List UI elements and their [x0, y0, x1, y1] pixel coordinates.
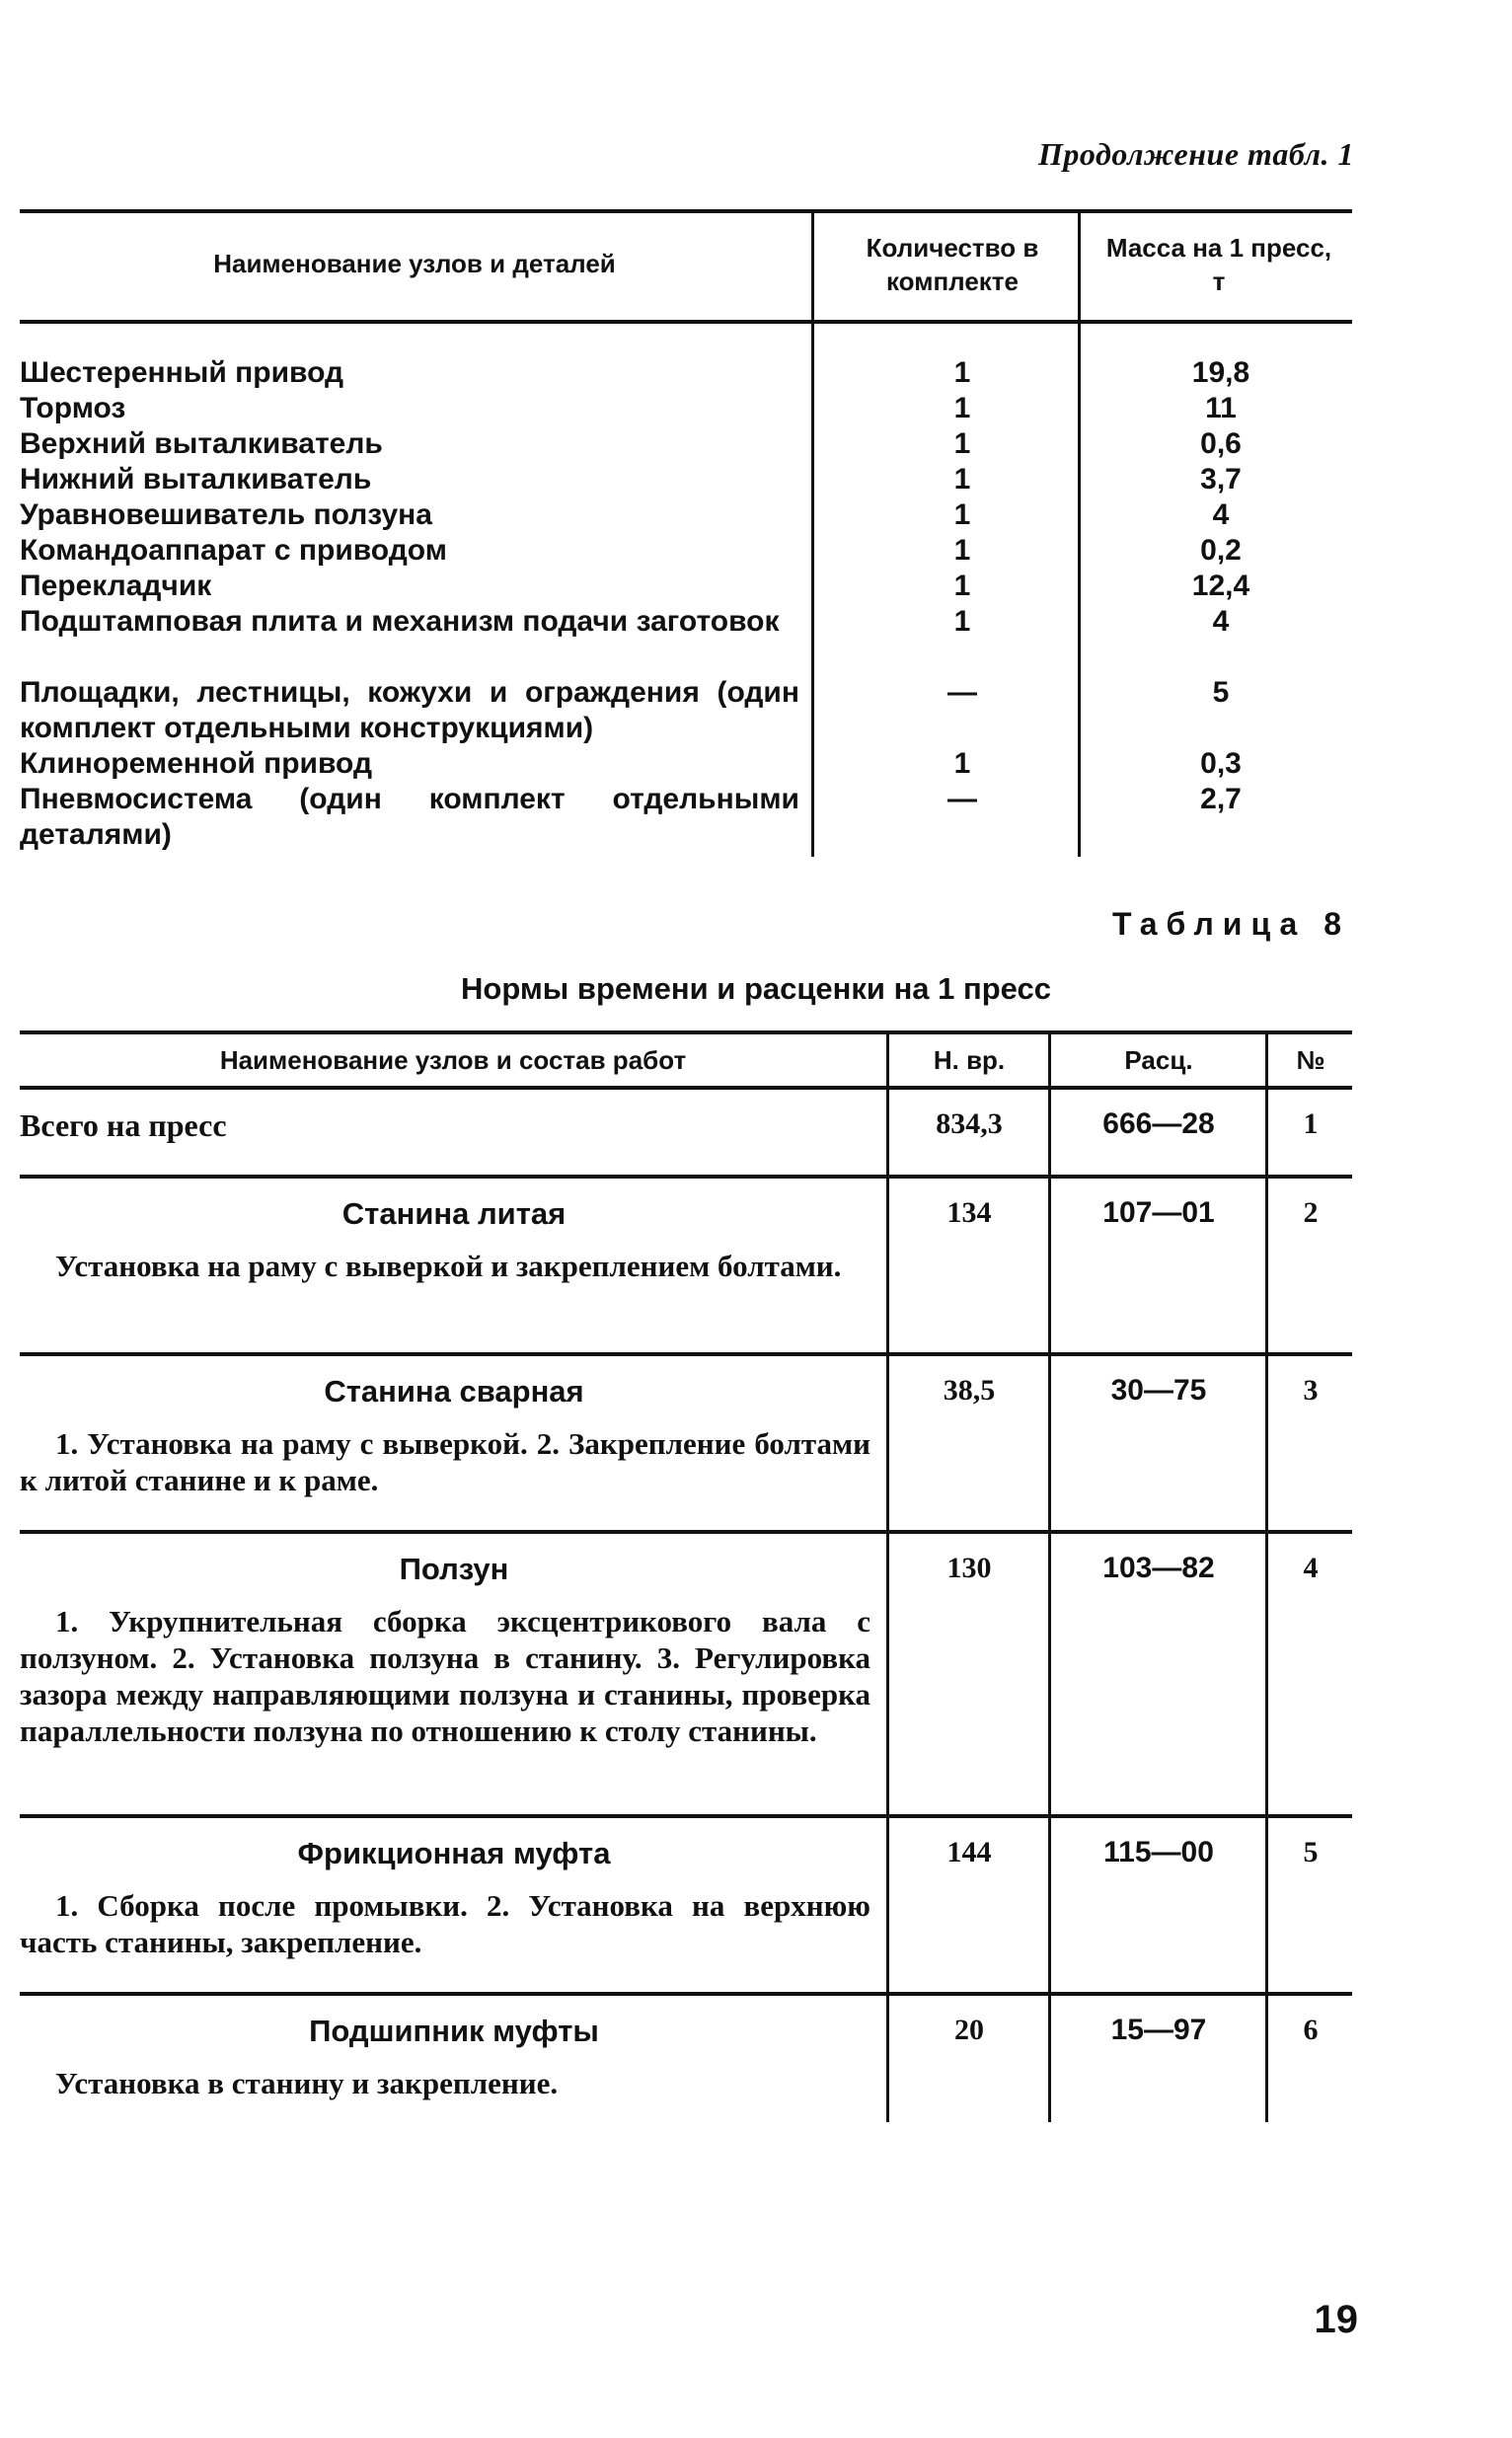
- part-qty: 1: [953, 463, 971, 495]
- rate: 115—00: [1103, 1836, 1214, 1868]
- header-mass: Масса на 1 пресс, т: [1105, 233, 1332, 296]
- header-time: Н. вр.: [933, 1045, 1006, 1075]
- page-number: 19: [1314, 2298, 1358, 2341]
- time-norm: 38,5: [943, 1374, 996, 1407]
- part-name: Клиноременной привод: [20, 747, 372, 780]
- table-8: [20, 1030, 1352, 2128]
- header-number: №: [1296, 1045, 1325, 1075]
- part-mass: 5: [1212, 676, 1230, 709]
- part-qty: 1: [953, 498, 971, 531]
- part-qty: —: [947, 676, 977, 709]
- part-name: Подштамповая плита и механизм подачи заготовок: [20, 605, 780, 638]
- part-mass: 0,6: [1200, 427, 1242, 460]
- table-rule: [20, 320, 1352, 324]
- part-name: Тормоз: [20, 392, 126, 424]
- header-rate: Расц.: [1124, 1045, 1193, 1075]
- total-label: Всего на пресс: [20, 1107, 227, 1143]
- table-rule: [20, 1030, 1352, 1034]
- rate: 103—82: [1102, 1552, 1215, 1584]
- time-norm: 144: [946, 1836, 992, 1868]
- table-8-title: Нормы времени и расценки на 1 пресс: [461, 971, 1051, 1006]
- section-title: Станина сварная: [324, 1374, 584, 1409]
- part-mass: 19,8: [1191, 356, 1250, 389]
- row-number: 4: [1303, 1552, 1319, 1584]
- column-divider: [1048, 1030, 1051, 2122]
- row-number: 5: [1303, 1836, 1319, 1868]
- table-rule: [20, 1086, 1352, 1090]
- part-mass: 4: [1212, 498, 1230, 531]
- part-name: Пневмосистема (один комплект отдельными деталями): [20, 783, 799, 851]
- part-mass: 3,7: [1200, 463, 1242, 495]
- header-quantity: Количество в комплекте: [866, 233, 1039, 296]
- table-rule: [20, 1175, 1352, 1179]
- part-name: Площадки, лестницы, кожухи и ограждения (один комплект отдельными конструкциями): [20, 676, 799, 744]
- time-norm: 834,3: [936, 1107, 1003, 1140]
- section-title: Станина литая: [341, 1196, 567, 1231]
- row-number: 6: [1303, 2014, 1319, 2046]
- column-divider: [1265, 1030, 1268, 2122]
- table-rule: [20, 209, 1352, 213]
- section-description: 1. Сборка после промывки. 2. Установка на верхнюю часть станины, закрепление.: [20, 1888, 870, 1959]
- rate: 666—28: [1102, 1107, 1215, 1140]
- part-qty: 1: [953, 747, 971, 780]
- part-name: Нижний выталкиватель: [20, 463, 372, 495]
- part-name: Перекладчик: [20, 570, 212, 602]
- time-norm: 130: [946, 1552, 992, 1584]
- header-name: Наименование узлов и состав работ: [219, 1045, 687, 1075]
- table-8-label: Таблица 8: [1111, 906, 1350, 942]
- row-number: 3: [1303, 1374, 1319, 1407]
- time-norm: 134: [946, 1196, 992, 1229]
- continuation-caption: Продолжение табл. 1: [1038, 136, 1354, 172]
- part-name: Командоаппарат с приводом: [20, 534, 447, 567]
- header-name: Наименование узлов и деталей: [213, 249, 616, 278]
- part-qty: 1: [953, 427, 971, 460]
- table-rule: [20, 1814, 1352, 1818]
- column-divider: [811, 213, 814, 857]
- rate: 15—97: [1110, 2014, 1207, 2046]
- part-mass: 4: [1212, 605, 1230, 638]
- part-qty: 1: [953, 392, 971, 424]
- part-name: Уравновешиватель ползуна: [20, 498, 432, 531]
- rate: 107—01: [1102, 1196, 1215, 1229]
- rate: 30—75: [1110, 1374, 1207, 1407]
- section-description: 1. Укрупнительная сборка эксцентрикового вала с ползуном. 2. Установка ползуна в станину. 3. Регулировка зазора между направляющими ползуна и станины, проверка параллельности ползуна по отношению к столу станины.: [20, 1604, 870, 1748]
- section-description: Установка на раму с выверкой и закреплением болтами.: [55, 1249, 842, 1283]
- part-qty: 1: [953, 356, 971, 389]
- section-description: 1. Установка на раму с выверкой. 2. Закрепление болтами к литой станине и к раме.: [20, 1426, 870, 1497]
- table-rule: [20, 1992, 1352, 1996]
- part-qty: 1: [953, 534, 971, 567]
- part-qty: —: [947, 783, 977, 815]
- part-qty: 1: [953, 605, 971, 638]
- row-number: 1: [1303, 1107, 1319, 1140]
- table-rule: [20, 1530, 1352, 1534]
- section-title: Фрикционная муфта: [297, 1836, 611, 1870]
- table-rule: [20, 1352, 1352, 1356]
- section-description: Установка в станину и закрепление.: [55, 2066, 559, 2100]
- part-mass: 0,3: [1200, 747, 1242, 780]
- part-mass: 0,2: [1200, 534, 1242, 567]
- part-qty: 1: [953, 570, 971, 602]
- row-number: 2: [1303, 1196, 1319, 1229]
- part-name: Верхний выталкиватель: [20, 427, 383, 460]
- time-norm: 20: [954, 2014, 984, 2046]
- part-name: Шестеренный привод: [20, 356, 344, 389]
- table-1: [20, 209, 1352, 861]
- part-mass: 11: [1205, 392, 1237, 424]
- section-title: Ползун: [399, 1552, 509, 1586]
- part-mass: 12,4: [1191, 570, 1250, 602]
- part-mass: 2,7: [1200, 783, 1242, 815]
- section-title: Подшипник муфты: [309, 2014, 599, 2048]
